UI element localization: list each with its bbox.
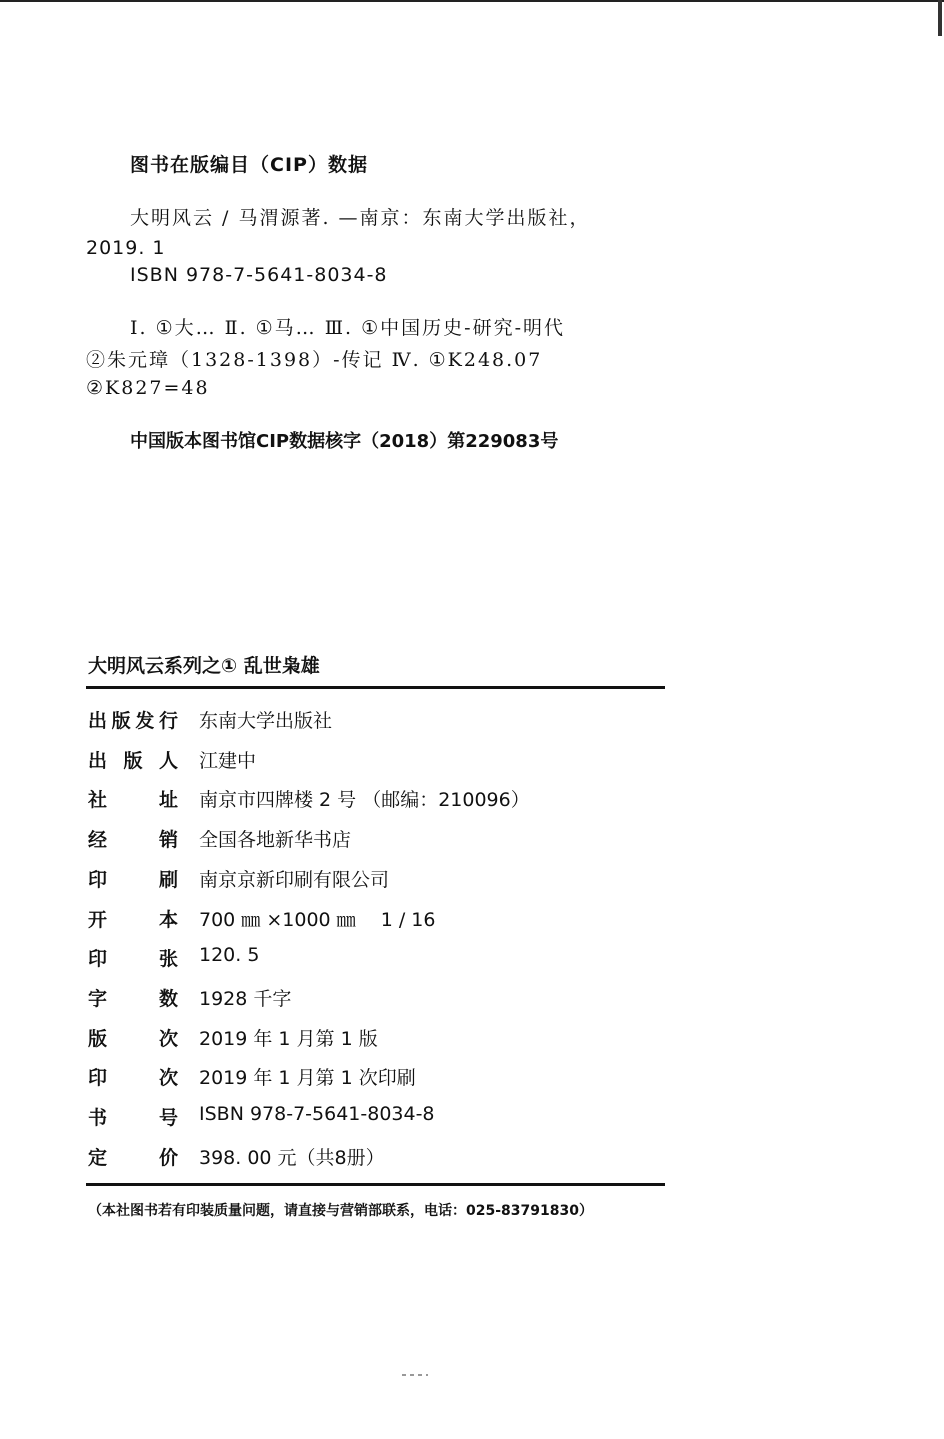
info-label: 版 次 (88, 1028, 178, 1050)
cip-subject-line-3: ②K827=48 (86, 377, 210, 399)
info-label: 字 数 (88, 988, 178, 1010)
divider-bottom (86, 1183, 665, 1186)
info-label: 印 张 (88, 948, 178, 970)
info-label: 出 版 人 (88, 750, 178, 772)
scan-artifact (402, 1374, 428, 1376)
info-label: 书 号 (88, 1107, 178, 1129)
cip-subject-line-1: Ⅰ. ①大… Ⅱ. ①马… Ⅲ. ①中国历史-研究-明代 (130, 317, 565, 339)
info-label: 印 次 (88, 1067, 178, 1089)
info-label: 出 版 发 行 (88, 710, 178, 732)
cip-title-line: 大明风云 / 马渭源著. —南京：东南大学出版社， (130, 207, 591, 229)
divider-top (86, 686, 665, 689)
cip-heading: 图书在版编目（CIP）数据 (130, 154, 368, 176)
info-value: 398. 00 元（共8册） (199, 1147, 385, 1169)
info-label: 社 址 (88, 789, 178, 811)
info-label: 开 本 (88, 909, 178, 931)
info-value: 700 ㎜ ×1000 ㎜ 1 / 16 (199, 909, 436, 931)
info-value: 全国各地新华书店 (199, 829, 352, 851)
info-value: 江建中 (199, 750, 257, 772)
info-value: 2019 年 1 月第 1 版 (199, 1028, 378, 1050)
info-value: 南京市四牌楼 2 号 （邮编：210096） (199, 789, 530, 811)
info-value: 南京京新印刷有限公司 (199, 869, 390, 891)
cip-year-line: 2019. 1 (86, 237, 166, 259)
info-value: 120. 5 (199, 944, 260, 966)
info-value: ISBN 978-7-5641-8034-8 (199, 1103, 435, 1125)
info-label: 定 价 (88, 1147, 178, 1169)
cip-isbn-line: ISBN 978-7-5641-8034-8 (130, 264, 388, 286)
scan-edge-mark (938, 0, 942, 36)
info-value: 1928 千字 (199, 988, 292, 1010)
info-value: 东南大学出版社 (199, 710, 333, 732)
quality-notice: （本社图书若有印装质量问题，请直接与营销部联系，电话：025-83791830） (88, 1203, 593, 1219)
cip-subject-line-2: ②朱元璋（1328-1398）-传记 Ⅳ. ①K248.07 (86, 349, 543, 371)
cip-control-number: 中国版本图书馆CIP数据核字（2018）第229083号 (130, 431, 559, 452)
info-label: 经 销 (88, 829, 178, 851)
series-title: 大明风云系列之① 乱世枭雄 (88, 655, 320, 677)
scan-border-top (0, 0, 944, 2)
info-label: 印 刷 (88, 869, 178, 891)
info-value: 2019 年 1 月第 1 次印刷 (199, 1067, 416, 1089)
